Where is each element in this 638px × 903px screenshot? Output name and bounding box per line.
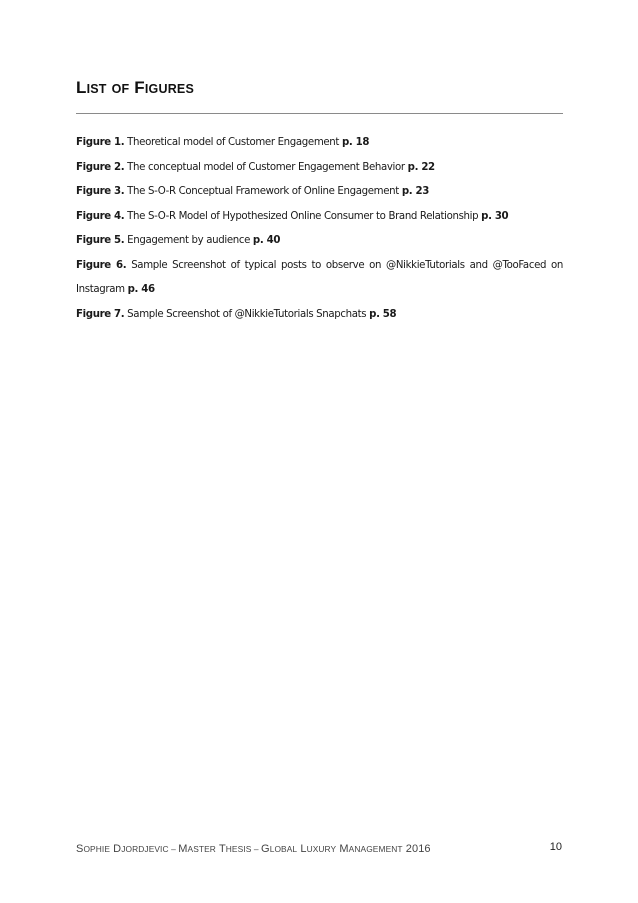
- figure-label: Figure 5.: [76, 235, 125, 246]
- title-initial-l: L: [76, 78, 87, 97]
- figure-entry-6: [76, 254, 563, 303]
- title-rest-igures: IGURES: [144, 82, 194, 96]
- figure-page: p. 30: [481, 210, 509, 222]
- figure-entry-3: [76, 180, 563, 205]
- figure-caption: Theoretical model of Customer Engagement: [124, 137, 342, 148]
- figure-page: p. 23: [401, 186, 429, 197]
- footer-cap: T: [218, 843, 226, 855]
- footer-smallcaps: LOBAL: [269, 844, 298, 854]
- title-rest-ist: IST: [86, 82, 107, 96]
- figure-caption: Sample Screenshot of typical posts to observe on @NikkieTutorials and @TooFaced on Instagram: [76, 259, 563, 295]
- running-footer: [76, 843, 431, 855]
- footer-cap: L: [300, 843, 307, 855]
- page-number: 10: [549, 841, 562, 853]
- footer-cap: S: [76, 843, 84, 855]
- title-divider: [76, 113, 563, 114]
- footer-year: 2016: [405, 843, 431, 855]
- figure-caption: The conceptual model of Customer Engagement Behavior: [124, 161, 408, 173]
- footer-smallcaps: UXURY: [306, 844, 337, 854]
- figure-caption: The S-O-R Conceptual Framework of Online Engagement: [124, 186, 402, 197]
- figure-label: Figure 7.: [76, 308, 125, 320]
- figure-entry-4: [76, 205, 563, 230]
- figure-entry-1: [76, 131, 563, 156]
- page-title: [76, 78, 194, 98]
- figure-caption: Sample Screenshot of @NikkieTutorials Snapchats: [124, 308, 370, 320]
- figure-caption: The S-O-R Model of Hypothesized Online Consumer to Brand Relationship: [124, 210, 482, 222]
- figure-label: Figure 6.: [76, 259, 127, 271]
- figure-page: p. 18: [341, 137, 370, 148]
- footer-smallcaps: HESIS: [225, 844, 252, 854]
- footer-smallcaps: ANAGEMENT: [348, 844, 403, 854]
- footer-cap: M: [339, 843, 349, 855]
- figure-list: [76, 131, 563, 327]
- figure-entry-5: [76, 229, 563, 254]
- footer-cap: M: [178, 843, 188, 855]
- footer-cap: G: [261, 843, 270, 855]
- figure-label: Figure 2.: [76, 161, 125, 173]
- figure-label: Figure 1.: [76, 137, 125, 148]
- footer-cap: D: [113, 843, 122, 855]
- figure-page: p. 46: [127, 284, 155, 295]
- footer-separator: –: [251, 844, 262, 854]
- figure-entry-2: [76, 156, 563, 181]
- figure-label: Figure 4.: [76, 210, 125, 222]
- figure-page: p. 40: [252, 235, 281, 246]
- footer-smallcaps: ASTER: [187, 844, 216, 854]
- footer-smallcaps: JORDJEVIC: [121, 844, 169, 854]
- footer-smallcaps: OPHIE: [83, 844, 110, 854]
- figure-entry-7: [76, 303, 563, 328]
- figure-page: p. 58: [369, 308, 397, 320]
- figure-caption: Engagement by audience: [124, 235, 253, 246]
- footer-separator: –: [168, 844, 179, 854]
- title-initial-f: F: [134, 78, 145, 97]
- title-word-of: OF: [111, 82, 130, 96]
- figure-page: p. 22: [407, 161, 435, 173]
- figure-label: Figure 3.: [76, 186, 125, 197]
